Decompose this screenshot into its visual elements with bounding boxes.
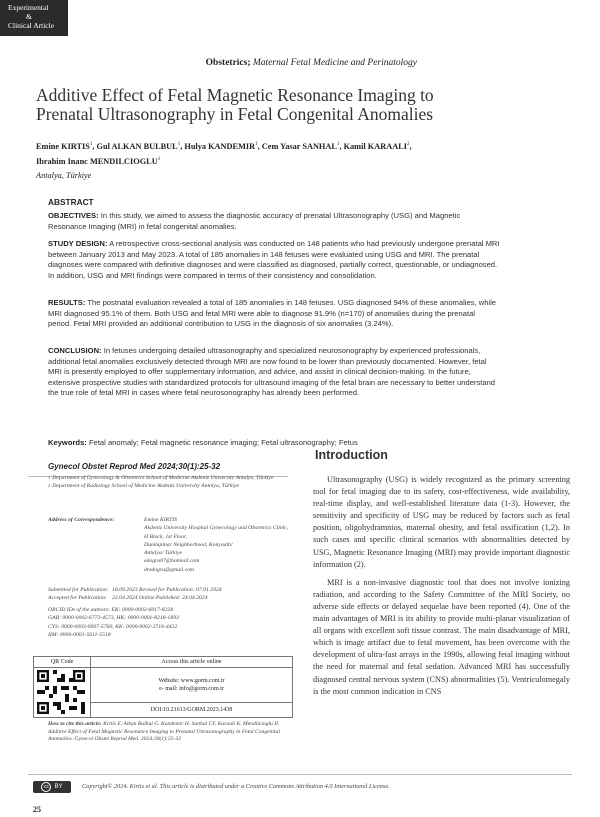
section-sub: Maternal Fetal Medicine and Perinatology [252,58,417,68]
doi[interactable]: DOI:10.21613/GORM.2023.1438 [150,707,233,713]
author: Cem Yasar SANHAL [261,141,337,151]
author-list: Emine KIRTIS$^1$, Gul ALKAN BULBUL$^1$, Hulya KANDEMIR$^1$, Cem Yasar SANHAL$^1$, Kamil KARAALI$^2$, Ibrahim Inanc MENDILCIOGLU$^1$ [36,141,412,166]
tag-line-3: Clinical Article [8,21,55,30]
abstract-heading: ABSTRACT [48,197,94,207]
paragraph: Ultrasonography (USG) is widely recognized as the primary screening tool for fetal imaging due to its safety, cost-effectiveness, wide availability, real-time display, and well-established literature data (1-3). However, the sensitivity and specificity of USG may be reduced by factors such as fetal position, oligohydramnios, maternal obesity, and fetal ossification (1,2). In such cases and specific clinical scenarios with abnormalities detected by USG, Magnetic Resonance Imaging (MRI) may provide important diagnostic information (2). [313,475,570,569]
correspondence: Address of Correspondence: Emine KIRTIS Akdeniz University Hospital Gynecology and Obstetrics Clinic, H Block, 1st Floor, Dumlupinar Neighborhood, Konyaalti/ Antalya/ Türkiye edogru07@hotmail.com dredogru@gmail.com [48,516,293,574]
copyright-notice: Copyright© 2024. Kirtis et al. This article is distributed under a Creative Commons Attribution 4.0 International License. [82,783,390,790]
tag-line-1: Experimental [8,3,49,12]
paragraph: MRI is a non-invasive diagnostic tool that does not involve ionizing radiation, and according to the Safety Committee of the MRI Society, no adverse side effects or delayed sequelae have been reported (4). One of the main advantages of MRI is its ability to provide multi-planar visualization of all organs with excellent soft tissue contrast. The main disadvantage of MRI, which is image artifact due to fetal movement, has been overcome with the development of ultra-fast arrays in the 1990s, allowing fetal imaging without the need for maternal and fetal sedation. Advanced MRI has successfully diagnosed central nervous system (CNS) abnormalities (5). Ventriculomegaly is the most common indication in CNS [313,577,570,696]
author: Gul ALKAN BULBUL [96,141,178,151]
article-title: Additive Effect of Fetal Magnetic Resonance Imaging to Prenatal Ultrasonography in Fetal Congenital Anomalies [36,85,434,124]
journal-citation: Gynecol Obstet Reprod Med 2024;30(1):25-32 [48,462,221,471]
tag-line-2: & [26,12,32,21]
cc-license-badge[interactable]: cc BY [33,781,71,793]
keywords: Keywords: Fetal anomaly; Fetal magnetic resonance imaging; Fetal ultrasonography; Fetus [48,438,358,447]
qr-label: QR Code [34,657,91,667]
how-to-cite: How to cite this article: Kirtis E. Alkan Bulbul G. Kandemir H. Sanhal CY. Karaali K. Mendilcioglu II. Additive Effect of Fetal Magnetic Resonance Imaging to Prenatal Ultrasonography in Fetal Congenital Anomalies. Gynecol Obstet Reprod Med. 2024;30(1):25-32 [48,721,280,743]
abstract-objectives: OBJECTIVES: In this study, we aimed to assess the diagnostic accuracy of prenatal Ultrasonography (USG) and Magnetic Resonance Imaging (MRI) in fetal congenital anomalies. [48,211,461,231]
orcid-list: ORCID IDs of the authors: EK: 0000-0002-6017-8228 GAB: 0000-0002-6773-4573, HK: 0000-0001-8218-1893 CYS: 0000-0003-0007-5760, KK: 0000-0002-2716-4422 IIM: 0000-0001-5611-5518 [48,607,179,638]
author: Emine KIRTIS [36,141,90,151]
footer-divider [28,774,572,775]
publication-dates: Submitted for Publication: 18.09.2023 Revised for Publication: 07.01.2024 Accepted for Publication: 22.04.2024 Online Published: 24.04.2024 [48,587,222,602]
email-link[interactable]: dredogru@gmail.com [144,566,195,573]
section-main: Obstetrics; [205,58,251,68]
qr-code-icon [37,670,85,714]
access-label: Access this article online [161,659,222,665]
author: Hulya KANDEMIR [184,141,256,151]
affiliation: Department of Radiology School of Medicine Akdeniz University Antalya, Türkiye [52,483,240,490]
page-number: 25 [33,805,41,814]
author: Ibrahim Inanc MENDILCIOGLU [36,156,158,166]
abstract-design: STUDY DESIGN: A retrospective cross-sectional analysis was conducted on 148 patients who had previously undergone prenatal MRI between January 2013 and May 2023. A total of 185 anomalies in 148 fetuses were evaluated using USG and MRI. The prenatal diagnoses were compared with definitive diagnoses and were classified as diagnosed, partially correct, questionable, or undiagnosed. In addition, USG and MRI findings were compared in terms of their consistency and consolidation. [48,239,500,280]
email-link[interactable]: e- mail: info@gorm.com.tr [159,686,224,692]
website-link[interactable]: Website: www.gorm.com.tr [158,678,225,684]
abstract-results: RESULTS: The postnatal evaluation revealed a total of 185 anomalies in 148 fetuses. USG diagnosed 94% of these anomalies, while MRI diagnosed 95.1% of them. Both USG and fetal MRI were able to diagnose 91.9% (n=170) of anomalies during the prenatal period. Fetal MRI provided an additional contribution to USG in the diagnosis of six anomalies (3.24%). [48,298,497,328]
author: Kamil KARAALI [343,141,407,151]
article-type-tag [0,0,68,36]
email-link[interactable]: edogru07@hotmail.com [144,558,200,565]
abstract-conclusion: CONCLUSION: In fetuses undergoing detailed ultrasonography and specialized neurosonography by experienced professionals, additional fetal anomalies exclusively detected through MRI are now found to be lower than previously documented. However, fetal MRI is presently employed to offer supplementary information, and advice, and assist in clinical decision-making. In the future, extensive prospective studies with standardized protocols for ultrasound imaging of the fetal brain are necessary to better understand the true role of fetal MRI in cases where fetal neurosonography has already been performed. [48,346,496,397]
section-heading [206,58,417,68]
location: Antalya, Türkiye [36,171,92,180]
affiliation: Department of Gynecology & Obstetrics School of Medicine Akdeniz University Antalya, Türkiye [52,475,274,481]
introduction-body [313,474,570,704]
correspondence-label: Address of Correspondence: [48,517,115,523]
introduction-heading: Introduction [315,448,388,462]
affiliations: 1 Department of Gynecology & Obstetrics School of Medicine Akdeniz University Antalya, Türkiye 2 Department of Radiology School of Medicine Akdeniz University Antalya, Türkiye [48,475,274,490]
creative-commons-icon: cc [41,782,51,792]
